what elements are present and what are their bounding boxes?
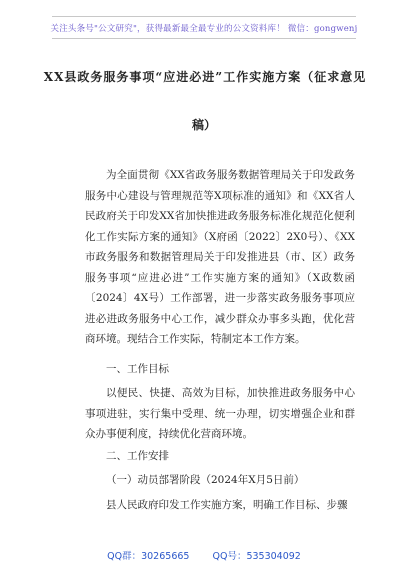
- document-title: XX县政务服务事项“应进必进”工作实施方案（征求意见: [43, 70, 367, 84]
- intro-paragraph: 为全面贯彻《XX省政务服务数据管理局关于印发政务服务中心建设与管理规范等X项标准的通知》和《XX省人民政府关于印发XX省加快推进政务服务标准化规范化便利化工作实际方案的通知》（X府函〔2022〕2X0号）、《XX市政务服务和数据管理局关于印发推进县（市、区）政务服务事项“应进必进”工作实施方案的通知》（X政数函〔2024〕4X号）工作部署，进一步落实政务服务事项应进必进政务服务中心工作，减少群众办事多头跑，优化营商环境。现结合工作实际，特制定本工作方案。: [85, 169, 355, 345]
- subsection-heading-deployment: （一）动员部署阶段（2024年X月5日前）: [106, 474, 305, 486]
- deployment-paragraph: 县人民政府印发工作实施方案，明确工作目标、步骤: [106, 499, 348, 511]
- header-top-divider: [52, 16, 356, 17]
- header-banner: 关注头条号"公文研究"，获得最新最全最专业的公文资料库！ 微信：gongwenj: [50, 24, 358, 34]
- footer-qq-number: QQ号：535304092: [212, 551, 301, 562]
- section-heading-arrangement: 二、工作安排: [106, 450, 169, 462]
- goals-paragraph: 以便民、快捷、高效为目标，加快推进政务服务中心事项进驻，实行集中受理、统一办理，切实增强企业和群众办事便利度，持续优化营商环境。: [85, 387, 355, 440]
- footer-qq-group: QQ群：30265665: [107, 551, 190, 562]
- footer-contact: [0, 548, 408, 562]
- section-heading-goals: 一、工作目标: [106, 363, 169, 375]
- header-bottom-divider: [52, 38, 356, 39]
- document-title-tail: 稿）: [191, 118, 216, 132]
